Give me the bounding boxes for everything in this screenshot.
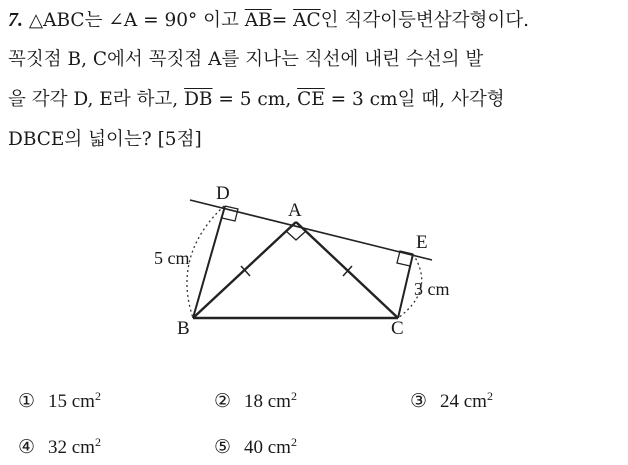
line-through-a [190, 200, 432, 260]
length-arc-db [187, 206, 224, 318]
right-angle-mark-a [286, 231, 306, 240]
choice-3-exponent: 2 [486, 389, 493, 403]
segment-db-line [193, 206, 225, 318]
choice-4-mark: ④ [18, 436, 36, 459]
problem-text-1b: = [271, 10, 294, 31]
question-number: 7. [8, 9, 23, 31]
segment-ac-line [296, 222, 398, 318]
segment-db: $\overline{DB}$ [184, 89, 213, 110]
choice-4[interactable] [18, 430, 101, 460]
choice-1-mark: ① [18, 390, 36, 413]
label-b: B [177, 318, 190, 339]
problem-text-1a: △ABC는 ∠A = 90° 이고 [28, 10, 245, 31]
choice-1-value: 15 cm [48, 391, 95, 413]
segment-ce: $\overline{CE}$ [297, 89, 325, 110]
choice-3-value: 24 cm [440, 391, 487, 413]
choice-1[interactable] [18, 384, 101, 414]
choice-5-value: 40 cm [244, 437, 291, 459]
problem-text-3a: 을 각각 D, E라 하고, [8, 89, 185, 110]
choice-2[interactable] [214, 384, 297, 414]
choice-4-exponent: 2 [94, 435, 101, 449]
segment-ab: $\overline{AB}$ [244, 10, 272, 31]
length-label-db: 5 cm [154, 248, 190, 268]
choice-5-exponent: 2 [290, 435, 297, 449]
problem-text-3c: = 3 cm일 때, 사각형 [324, 89, 505, 110]
label-c: C [391, 318, 404, 339]
label-d: D [216, 183, 230, 204]
label-e: E [416, 232, 428, 253]
segment-ac: $\overline{AC}$ [293, 10, 321, 31]
problem-text-1c: 인 직각이등변삼각형이다. [320, 10, 529, 31]
choice-5-mark: ⑤ [214, 436, 232, 459]
choice-2-exponent: 2 [290, 389, 297, 403]
choice-4-value: 32 cm [48, 437, 95, 459]
problem-text-3b: = 5 cm, [212, 89, 298, 110]
length-label-ce: 3 cm [414, 279, 450, 299]
choice-3[interactable] [410, 384, 493, 414]
problem-line-2: 꼭짓점 B, C에서 꼭짓점 A를 지나는 직선에 내린 수선의 발 [8, 49, 484, 70]
choice-2-mark: ② [214, 390, 232, 413]
problem-line-4: DBCE의 넓이는? [5점] [8, 129, 202, 150]
choice-3-mark: ③ [410, 390, 428, 413]
choice-2-value: 18 cm [244, 391, 291, 413]
choice-5[interactable] [214, 430, 297, 460]
choice-1-exponent: 2 [94, 389, 101, 403]
label-a: A [288, 200, 302, 221]
